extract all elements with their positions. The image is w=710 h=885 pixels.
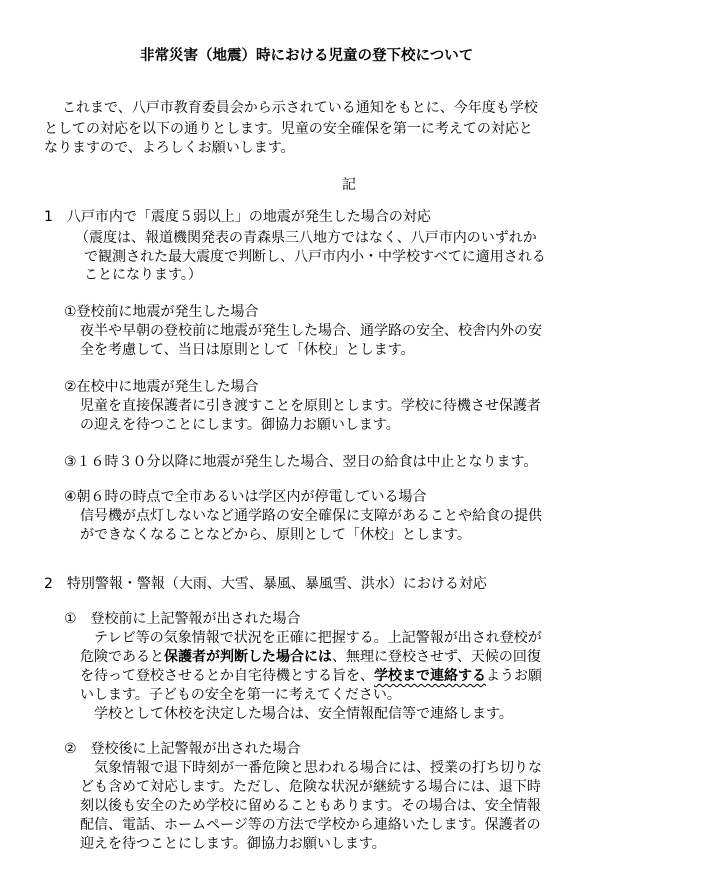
section-1-item-3-heading: ③１６時３０分以降に地震が発生した場合、翌日の給食は中止となります。 xyxy=(64,454,538,470)
document-title: 非常災害（地震）時における児童の登下校について xyxy=(140,48,474,64)
section-2-item-1-line xyxy=(80,667,542,686)
section-1-note-line: で観測された最大震度で判断し、八戸市内小・中学校すべてに適用される xyxy=(84,249,546,265)
section-1-item-4-heading: ④朝６時の時点で全市あるいは学区内が停電している場合 xyxy=(64,489,427,505)
section-1-item-4-line: ができなくなることなどから、原則として「休校」とします。 xyxy=(80,527,471,543)
ki-marker: 記 xyxy=(342,177,356,193)
section-1-note-line: ことになります。） xyxy=(84,267,202,283)
section-2-item-2-heading: ② 登校後に上記警報が出された場合 xyxy=(64,741,301,757)
section-1-item-4-line: 信号機が点灯しないなど通学路の安全確保に支障があることや給食の提供 xyxy=(80,508,542,524)
intro-line: これまで、八戸市教育委員会から示されている通知をもとに、今年度も学校 xyxy=(62,100,538,116)
underlined-bold-text-run: 学校まで連絡する xyxy=(374,668,486,684)
text-run: 、無理に登校させず、天候の回復 xyxy=(332,649,541,665)
text-run: ようお願 xyxy=(486,668,542,684)
section-1-item-2-heading: ②在校中に地震が発生した場合 xyxy=(64,379,259,395)
section-2-item-2-line: 気象情報で退下時刻が一番危険と思われる場合には、授業の打ち切りな xyxy=(80,760,542,776)
section-2-item-2-line: ども含めて対応します。ただし、危険な状況が継続する場合には、退下時 xyxy=(80,779,541,795)
section-1-item-1-line: 全を考慮して、当日は原則として「休校」とします。 xyxy=(80,342,415,358)
bold-text-run: 保護者が判断した場合には xyxy=(164,649,332,665)
text-run: を待って登校させるとか自宅待機とする旨を、 xyxy=(80,668,374,684)
section-2-item-2-line: 配信、電話、ホームページ等の方法で学校から連絡いたします。保護者の xyxy=(80,817,541,833)
section-2-item-1-line xyxy=(80,648,541,667)
section-2-item-1-line: 学校として休校を決定した場合は、安全情報配信等で連絡します。 xyxy=(80,706,513,722)
section-2-item-2-line: 迎えを待つことにします。御協力お願いします。 xyxy=(80,836,386,852)
section-2-heading: 2 特別警報・警報（大雨、大雪、暴風、暴風雪、洪水）における対応 xyxy=(44,576,487,592)
section-1-item-1-heading: ①登校前に地震が発生した場合 xyxy=(64,304,259,320)
section-2-item-1-line: テレビ等の気象情報で状況を正確に把握する。上記警報が出され登校が xyxy=(80,630,542,646)
section-2-item-1-line: いします。子どもの安全を第一に考えてください。 xyxy=(80,687,401,703)
section-1-item-2-line: 児童を直接保護者に引き渡すことを原則とします。学校に待機させ保護者 xyxy=(80,398,541,414)
text-run: 危険であると xyxy=(80,649,164,665)
intro-line: なりますので、よろしくお願いします。 xyxy=(44,140,295,156)
section-2-item-1-heading: ① 登校前に上記警報が出された場合 xyxy=(64,611,301,627)
intro-line: としての対応を以下の通りとします。児童の安全確保を第一に考えての対応と xyxy=(44,121,533,137)
section-2-item-2-line: 刻以後も安全のため学校に留めることもあります。その場合は、安全情報 xyxy=(80,798,541,814)
section-1-item-1-line: 夜半や早朝の登校前に地震が発生した場合、通学路の安全、校舎内外の安 xyxy=(80,323,542,339)
section-1-item-2-line: の迎えを待つことにします。御協力お願いします。 xyxy=(80,417,400,433)
section-1-note-line: （震度は、報道機関発表の青森県三八地方ではなく、八戸市内のいずれか xyxy=(75,230,537,246)
section-1-heading: 1 八戸市内で「震度５弱以上」の地震が発生した場合の対応 xyxy=(44,209,431,225)
